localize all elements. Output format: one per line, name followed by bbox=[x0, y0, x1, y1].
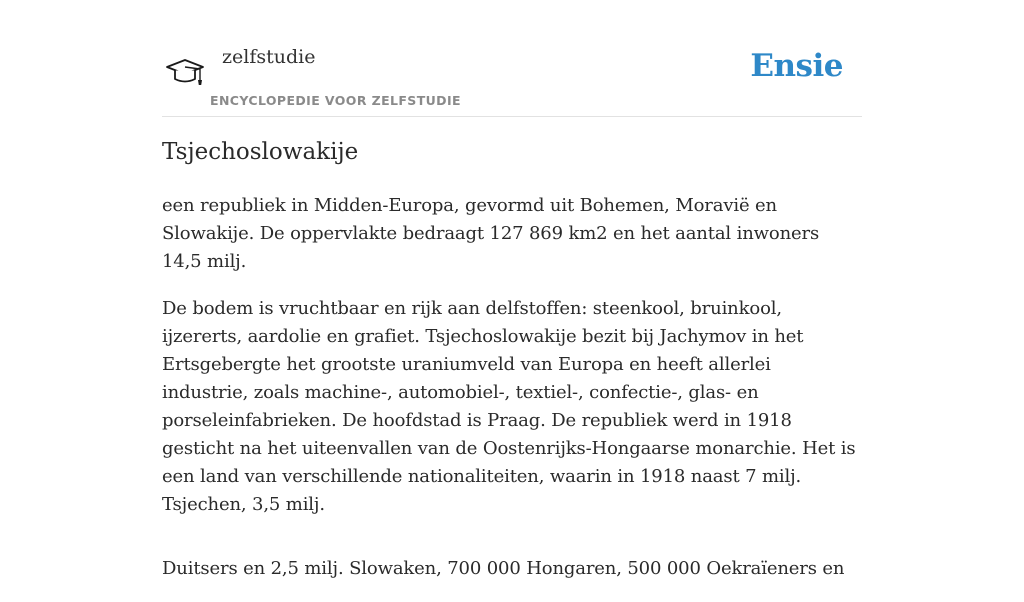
article-paragraph: De bodem is vruchtbaar en rijk aan delfstoffen: steenkool, bruinkool, ijzererts, aardolie en grafiet. Tsjechoslowakije bezit bij Jachymov in het Ertsgebergte het grootste uraniumveld van Europa en heeft allerlei industrie, zoals machine-, automobiel-, textiel-, confectie-, glas- en porseleinfabrieken. De hoofdstad is Praag. De republiek werd in 1918 gesticht na het uiteenvallen van de Oostenrijks-Hongaarse monarchie. Het is een land van verschillende nationaliteiten, waarin in 1918 naast 7 milj. Tsjechen, 3,5 milj. bbox=[162, 298, 856, 515]
page-container bbox=[162, 0, 862, 579]
graduation-cap-icon[interactable] bbox=[164, 52, 206, 90]
site-name-link[interactable]: zelfstudie bbox=[222, 46, 316, 68]
site-tagline: ENCYCLOPEDIE VOOR ZELFSTUDIE bbox=[210, 93, 461, 108]
ensie-brand-logo[interactable]: Ensie bbox=[750, 48, 843, 84]
article-paragraph: een republiek in Midden-Europa, gevormd uit Bohemen, Moravië en Slowakije. De oppervlakte bedraagt 127 869 km2 en het aantal inwoners 14,5 milj. bbox=[162, 195, 820, 272]
article-paragraph: Duitsers en 2,5 milj. Slowaken, 700 000 Hongaren, 500 000 Oekraïeners en bbox=[162, 558, 845, 579]
site-header bbox=[162, 0, 862, 117]
article-body bbox=[162, 192, 862, 602]
page-title: Tsjechoslowakije bbox=[162, 139, 359, 165]
